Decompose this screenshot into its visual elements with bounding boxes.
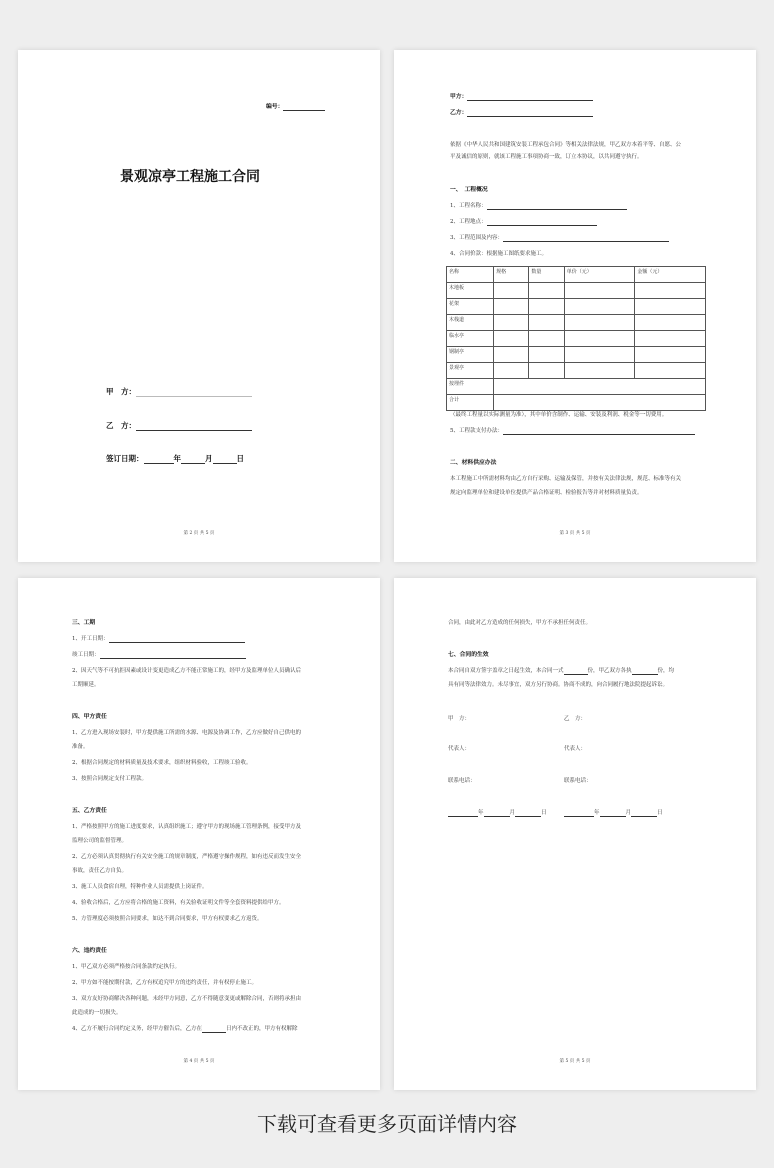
party-a-date: 年 月 日 (448, 810, 547, 817)
section-heading: 七、合同的生效 (448, 652, 489, 658)
intro-text: 平及诚信的原则，就该工程施工事项协商一致，订立本协议，以共同遵守执行。 (450, 154, 643, 160)
section-text: 具有同等法律效力。未尽事宜，双方另行协商。协商不成的，向合同履行地法院提起诉讼。 (448, 682, 669, 688)
table-header-cell: 数量 (529, 267, 564, 283)
section-text: 4、乙方不履行合同约定义务，经甲方催告后，乙方在 日内不改正的，甲方有权解除 (72, 1026, 298, 1032)
table-cell: 木栈道 (447, 315, 494, 331)
materials-table (446, 266, 706, 411)
table-cell: 钢制亭 (447, 347, 494, 363)
section-text: 2、甲方如不能按期付款，乙方有权追究甲方的违约责任，并有权停止施工。 (72, 980, 258, 986)
party-b-phone: 联系电话： (564, 778, 592, 784)
section-text: 1、甲乙双方必须严格按合同条款约定执行。 (72, 964, 181, 970)
table-header-row (447, 267, 706, 283)
party-b-signature: 乙 方： (564, 716, 587, 722)
section-text: 1、乙方进入现场安装时，甲方提供施工所需的水源、电源及协调工作，乙方应做好自己供电的 (72, 730, 302, 736)
table-row (447, 363, 706, 379)
table-row (447, 379, 706, 395)
contract-number: 编号： (266, 104, 325, 111)
section-text: 3、双方友好协商解决各种问题，未经甲方同意，乙方不得随意变更或解除合同，否则将承担由 (72, 996, 302, 1002)
section-text: 3、按照合同规定支付工程款。 (72, 776, 148, 782)
party-b-representative: 代表人： (564, 746, 587, 752)
section-text: 2、根据合同规定的材料质量及技术要求，组织材料验收，工程竣工验收。 (72, 760, 252, 766)
section-heading: 五、乙方责任 (72, 808, 107, 814)
page-footer: 第 4 页 共 5 页 (183, 1059, 215, 1064)
table-header-cell: 单价（元） (564, 267, 635, 283)
section-text: 2、因天气等不可抗拒因素或设计变更造成乙方不能正常施工的，经甲方及监理单位人员确认后 (72, 668, 302, 674)
table-header-cell: 金额（元） (635, 267, 706, 283)
table-cell: 景观亭 (447, 363, 494, 379)
table-cell: 花架 (447, 299, 494, 315)
table-header-cell: 名称 (447, 267, 494, 283)
section-text: 准备。 (72, 744, 89, 750)
start-date-field: 1、开工日期： (72, 636, 245, 643)
project-location-field: 2、工程地点： (450, 219, 597, 226)
section-text: 本工程施工中所需材料均由乙方自行采购、运输及保管，并按有关法律法规，规范、标准等有关 (450, 476, 682, 482)
party-a-signature: 甲 方： (448, 716, 471, 722)
contract-page-5 (394, 578, 756, 1090)
table-row (447, 395, 706, 411)
section-heading: 四、甲方责任 (72, 714, 107, 720)
section-heading: 二、材料供应办法 (450, 460, 497, 466)
section-text: 本合同自双方签字盖章之日起生效，本合同一式 份，甲乙双方各执 份，均 (448, 668, 675, 674)
sign-date-line: 签订日期： 年 月 日 (106, 454, 244, 463)
section-text: 1、严格按照甲方的施工进度要求，认真组织施工；遵守甲方的现场施工管理条例，接受甲方及 (72, 824, 302, 830)
page-footer: 第 3 页 共 5 页 (559, 531, 591, 536)
download-caption: 下载可查看更多页面详情内容 (257, 1112, 517, 1136)
table-cell: 合计 (447, 395, 494, 411)
contract-price-text: 4、合同价款：根据施工图纸要求施工。 (450, 251, 548, 257)
party-a-representative: 代表人： (448, 746, 471, 752)
section-heading: 三、工期 (72, 620, 96, 626)
party-b-line: 乙 方： (106, 420, 252, 431)
section-text: 事故，责任乙方自负。 (72, 868, 128, 874)
contract-cover-page (18, 50, 380, 562)
intro-text: 依据《中华人民共和国建筑安装工程承包合同》等相关法律法规，甲乙双方本着平等、自愿、公 (450, 142, 682, 148)
page-footer: 第 5 页 共 5 页 (559, 1059, 591, 1064)
page-footer: 第 2 页 共 5 页 (183, 531, 215, 536)
payment-method-field: 5、工程款支付办法： (450, 428, 695, 435)
contract-title: 景观凉亭工程施工合同 (120, 169, 260, 185)
table-header-cell: 规格 (494, 267, 529, 283)
table-row (447, 299, 706, 315)
project-name-field: 1、工程名称： (450, 203, 627, 210)
section-heading: 一、 工程概况 (450, 187, 488, 193)
section-text: 5、方管理度必须按照合同要求，如达不到合同要求，甲方有权要求乙方返货。 (72, 916, 263, 922)
section-text: 合同，由此对乙方造成的任何损失，甲方不承担任何责任。 (448, 620, 592, 626)
table-row (447, 331, 706, 347)
table-row (447, 315, 706, 331)
party-a-field: 甲方： (450, 94, 593, 101)
section-text: 3、施工人员食宿自理，特种作业人员需提供上岗证件。 (72, 884, 208, 890)
table-cell: 临水亭 (447, 331, 494, 347)
contract-page-4 (18, 578, 380, 1090)
table-cell: 按埋件 (447, 379, 494, 395)
party-a-line: 甲 方： (106, 386, 252, 397)
section-heading: 六、违约责任 (72, 948, 107, 954)
party-a-phone: 联系电话： (448, 778, 476, 784)
section-text: 工期顺延。 (72, 682, 100, 688)
party-b-date: 年 月 日 (564, 810, 663, 817)
section-text: 2、乙方必须认真贯彻执行有关安全施工的规章制度，严格遵守操作规程，如有违反而发生安全 (72, 854, 302, 860)
section-text: 4、验收合格后，乙方应将合格的施工资料，有关验收证明文件等全套资料提供给甲方。 (72, 900, 285, 906)
project-scope-field: 3、工程范围及内容： (450, 235, 669, 242)
price-note: （最终工程量以实际测量为准），其中单价含制作、运输、安装及利润、税金等一切费用。 (450, 412, 668, 418)
end-date-field: 竣工日期： (72, 652, 246, 659)
section-text: 监理公司的监督管理。 (72, 838, 128, 844)
table-row (447, 283, 706, 299)
party-b-field: 乙方： (450, 110, 593, 117)
table-row (447, 347, 706, 363)
section-text: 此造成的一切损失。 (72, 1010, 122, 1016)
table-cell: 木地板 (447, 283, 494, 299)
section-text: 规定向监理单位和建设单位提供产品合格证明、检验报告等并对材料质量负责。 (450, 490, 643, 496)
contract-page-3 (394, 50, 756, 562)
